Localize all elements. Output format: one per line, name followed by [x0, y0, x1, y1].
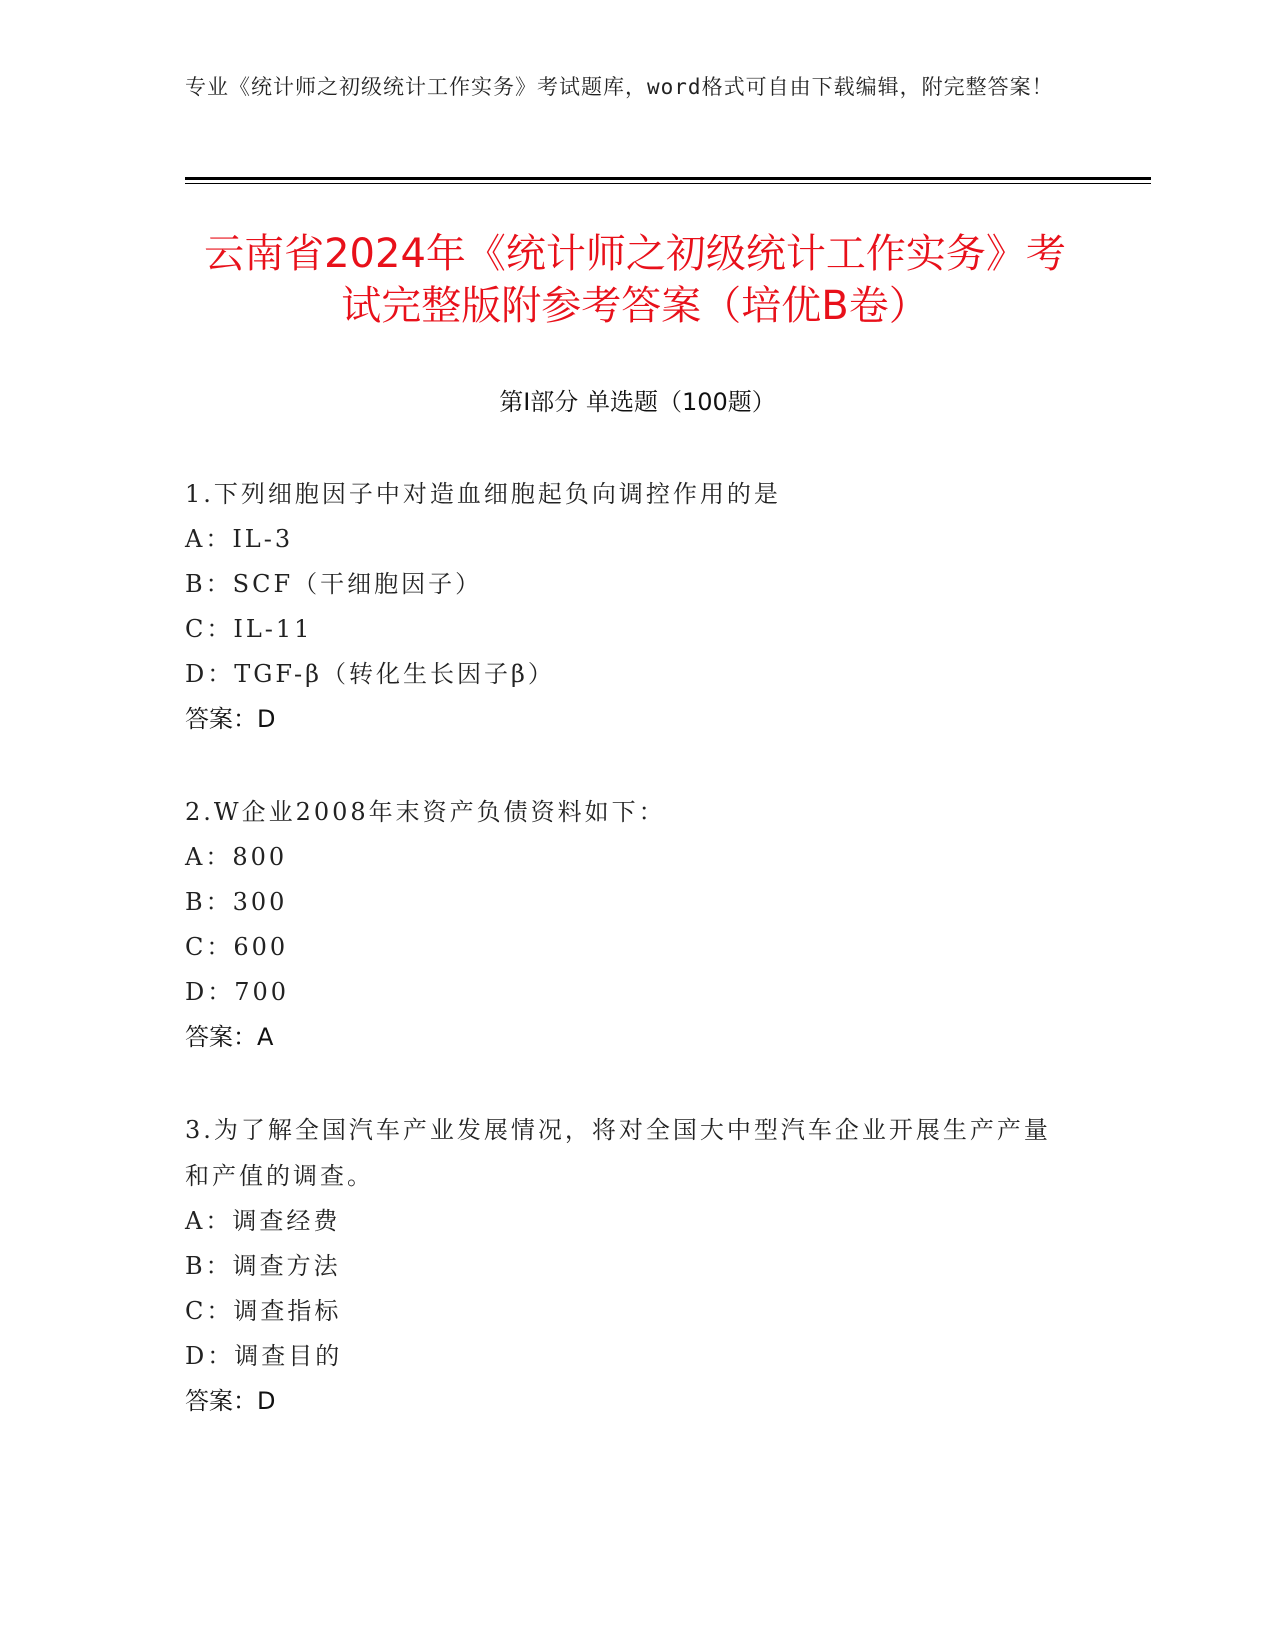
- answer-line: 答案：D: [185, 705, 276, 733]
- question-3: [185, 1107, 1065, 1424]
- document-title: 云南省2024年《统计师之初级统计工作实务》考试完整版附参考答案（培优B卷）: [204, 231, 1066, 329]
- question-stem: 1.下列细胞因子中对造血细胞起负向调控作用的是: [185, 480, 781, 508]
- section-heading: 第Ⅰ部分 单选题（100题）: [499, 388, 776, 416]
- answer-line: 答案：A: [185, 1023, 274, 1051]
- question-stem: 3.为了解全国汽车产业发展情况，将对全国大中型汽车企业开展生产产量和产值的调查。: [185, 1116, 1051, 1190]
- option-b: B：300: [185, 888, 288, 916]
- question-1: [185, 472, 1065, 742]
- header-rule-thin: [185, 183, 1151, 184]
- option-b: B：SCF（干细胞因子）: [185, 570, 483, 598]
- option-a: A：800: [185, 843, 288, 871]
- option-a: A：调查经费: [185, 1207, 341, 1235]
- option-c: C：调查指标: [185, 1297, 342, 1325]
- option-c: C：IL-11: [185, 615, 313, 643]
- answer-line: 答案：D: [185, 1387, 276, 1415]
- question-stem: 2.W企业2008年末资产负债资料如下：: [185, 798, 666, 826]
- header-note: 专业《统计师之初级统计工作实务》考试题库，word格式可自由下载编辑，附完整答案！: [185, 75, 1054, 99]
- option-c: C：600: [185, 933, 289, 961]
- option-d: D：TGF-β（转化生长因子β）: [185, 660, 555, 688]
- option-d: D：调查目的: [185, 1342, 343, 1370]
- header-rule-thick: [185, 177, 1151, 180]
- option-b: B：调查方法: [185, 1252, 341, 1280]
- option-a: A：IL-3: [185, 525, 294, 553]
- question-2: [185, 790, 1065, 1060]
- option-d: D：700: [185, 978, 290, 1006]
